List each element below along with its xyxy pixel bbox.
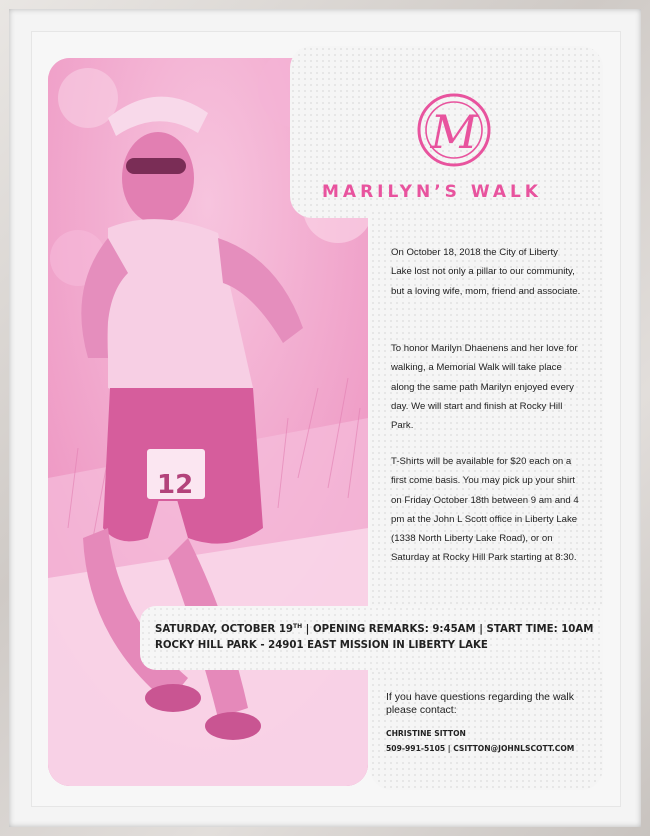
- event-location: ROCKY HILL PARK - 24901 EAST MISSION IN LIBERTY LAKE: [155, 640, 488, 651]
- event-date: SATURDAY, OCTOBER 19: [155, 624, 294, 635]
- bib-number: 12: [157, 470, 194, 500]
- contact-info: 509-991-5105 | CSITTON@JOHNLSCOTT.COM: [386, 744, 575, 753]
- event-band: [140, 606, 603, 670]
- event-date-suffix: TH: [293, 623, 303, 630]
- contact-question: If you have questions regarding the walk please contact:: [386, 691, 574, 716]
- paragraph-intro: On October 18, 2018 the City of Liberty Lake lost not only a pillar to our community, but a loving wife, mom, friend and associate.: [391, 247, 581, 297]
- event-schedule: [155, 623, 593, 635]
- paragraph-honor: To honor Marilyn Dhaenens and her love for walking, a Memorial Walk will take place along the same path Marilyn enjoyed every day. We will start and finish at Rocky Hill Park.: [391, 343, 578, 432]
- logo-letter: M: [430, 105, 478, 159]
- flyer-title: MARILYN’S WALK: [322, 182, 542, 202]
- contact-name: CHRISTINE SITTON: [386, 729, 466, 738]
- marilyn-logo-icon: [410, 92, 498, 168]
- paragraph-tshirts: T-Shirts will be available for $20 each on a first come basis. You may pick up your shirt on Friday October 18th between 9 am and 4 pm at the John L Scott office in Liberty Lake (1338 North Liberty Lake Road), or on Saturday at Rocky Hill Park starting at 8:30.: [391, 456, 579, 564]
- event-details: | OPENING REMARKS: 9:45AM | START TIME: 10AM: [302, 624, 594, 635]
